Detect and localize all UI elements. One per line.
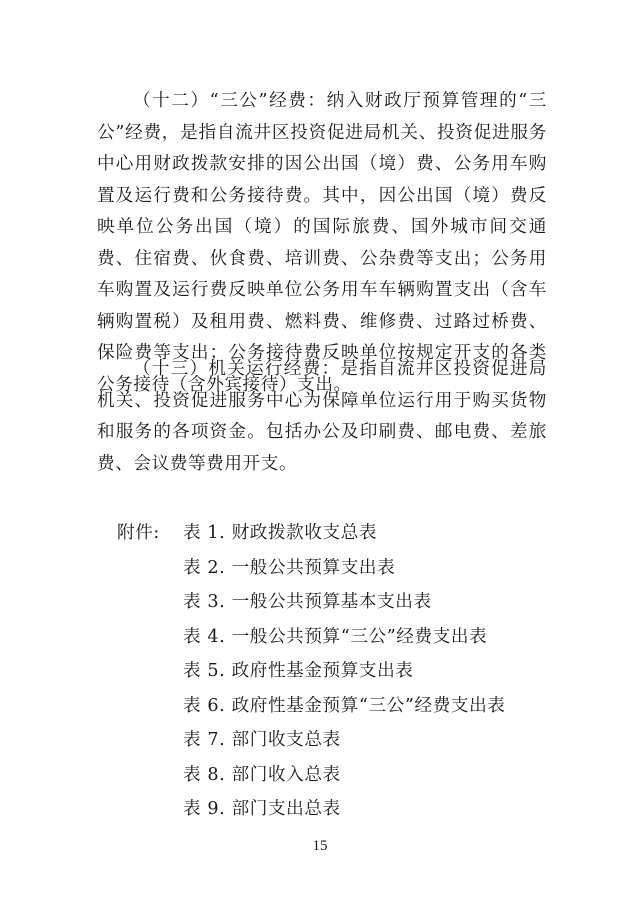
paragraph-three-public-expenses: （十二）“三公”经费：纳入财政厅预算管理的“三公”经费，是指自流井区投资促进局机关、投资促进服务中心用财政拨款安排的因公出国（境）费、公务用车购置及运行费和公务接待费。其中，因公出国（境）费反映单位公务出国（境）的国际旅费、国外城市间交通费、住宿费、伙食费、培训费、公杂费等支出；公务用车购置及运行费反映单位公务用车车辆购置支出（含车辆购置税）及租用费、燃料费、维修费、过路过桥费、保险费等支出；公务接待费反映单位按规定开支的各类公务接待（含外宾接待）支出。 — [97, 91, 547, 395]
attachments-label: 附件: — [117, 523, 160, 543]
attachment-item-text: 表 1. 财政拨款收支总表 — [183, 523, 378, 543]
attachment-item — [117, 654, 557, 689]
attachment-item-text: 表 3. 一般公共预算基本支出表 — [183, 592, 432, 612]
attachment-item-text: 表 2. 一般公共预算支出表 — [183, 557, 396, 578]
attachments-list — [117, 516, 557, 827]
attachment-item — [117, 516, 557, 551]
attachment-item-text: 表 8. 部门收入总表 — [183, 764, 341, 785]
attachment-item — [117, 792, 557, 827]
attachment-item-text: 表 9. 部门支出总表 — [183, 799, 341, 819]
attachment-item-text: 表 4. 一般公共预算“三公”经费支出表 — [183, 626, 488, 647]
attachment-item-text: 表 6. 政府性基金预算“三公”经费支出表 — [183, 695, 506, 716]
attachment-item — [117, 551, 557, 586]
attachment-item-text: 表 7. 部门收支总表 — [183, 730, 341, 750]
attachment-item — [117, 758, 557, 793]
attachment-item-text: 表 5. 政府性基金预算支出表 — [183, 661, 414, 681]
attachment-item — [117, 689, 557, 724]
page-number: 15 — [312, 838, 328, 854]
attachment-item — [117, 585, 557, 620]
attachment-item — [117, 723, 557, 758]
attachment-item — [117, 620, 557, 655]
paragraph-operating-expenses: （十三）机关运行经费：是指自流井区投资促进局机关、投资促进服务中心为保障单位运行用于购买货物和服务的各项资金。包括办公及印刷费、邮电费、差旅费、会议费等费用开支。 — [97, 359, 547, 474]
